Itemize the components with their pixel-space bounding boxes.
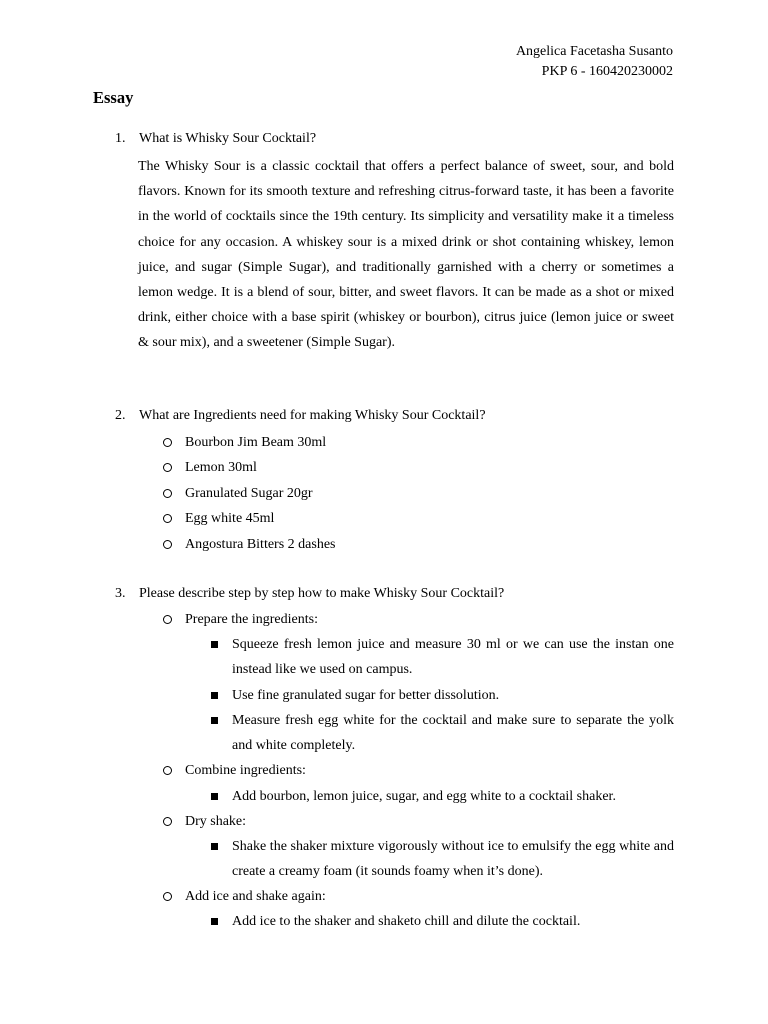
page-title: Essay — [93, 88, 134, 107]
square-bullet-icon — [211, 918, 218, 925]
circle-bullet-icon — [163, 463, 172, 472]
ingredient-item — [162, 506, 674, 531]
step-label: Add ice and shake again: — [185, 889, 326, 904]
step-item — [162, 758, 674, 783]
step-item — [162, 607, 674, 632]
author-name: Angelica Facetasha Susanto — [515, 44, 673, 59]
ingredient-item — [162, 532, 674, 557]
step-label: Combine ingredients: — [185, 763, 306, 778]
question-number: 1. — [115, 131, 126, 146]
circle-bullet-icon — [163, 438, 172, 447]
ingredient-label: Lemon 30ml — [185, 460, 257, 475]
circle-bullet-icon — [163, 489, 172, 498]
square-bullet-icon — [211, 843, 218, 850]
step-item — [162, 809, 674, 834]
author-header — [516, 42, 673, 82]
step-detail-text: Squeeze fresh lemon juice and measure 30 ml or we can use the instan one instead like we used on campus. — [232, 637, 674, 678]
ingredient-label: Egg white 45ml — [185, 511, 275, 526]
circle-bullet-icon — [163, 892, 172, 901]
ingredient-item — [162, 430, 674, 455]
step-detail-text: Use fine granulated sugar for better dissolution. — [232, 688, 500, 703]
ingredient-label: Granulated Sugar 20gr — [185, 486, 313, 501]
step-label: Prepare the ingredients: — [185, 612, 318, 627]
question-number: 2. — [115, 408, 126, 423]
answer-1-paragraph: The Whisky Sour is a classic cocktail that offers a perfect balance of sweet, sour, and bold flavors. Known for its smooth texture and refreshing citrus-forward taste, it has been a favorite in the world of cocktails since the 19th century. Its simplicity and versatility make it a timeless choice for any occasion. A whiskey sour is a mixed drink or shot containing whiskey, lemon juice, and sugar (Simple Sugar), and traditionally garnished with a cherry or sometimes a lemon wedge. It is a blend of sour, bitter, and sweet flavors. It can be made as a shot or mixed drink, either choice with a base spirit (whiskey or bourbon), citrus juice (lemon juice or sweet & sour mix), and a sweetener (Simple Sugar). — [138, 159, 674, 351]
circle-bullet-icon — [163, 615, 172, 624]
circle-bullet-icon — [163, 817, 172, 826]
square-bullet-icon — [211, 641, 218, 648]
question-text: Please describe step by step how to make Whisky Sour Cocktail? — [139, 586, 505, 601]
circle-bullet-icon — [163, 540, 172, 549]
square-bullet-icon — [211, 692, 218, 699]
ingredient-label: Bourbon Jim Beam 30ml — [185, 435, 327, 450]
ingredient-item — [162, 455, 674, 480]
circle-bullet-icon — [163, 766, 172, 775]
question-text: What is Whisky Sour Cocktail? — [139, 131, 317, 146]
step-label: Dry shake: — [185, 814, 247, 829]
square-bullet-icon — [211, 717, 218, 724]
step-detail-text: Add ice to the shaker and shaketo chill and dilute the cocktail. — [232, 914, 581, 929]
step-item — [162, 884, 674, 909]
circle-bullet-icon — [163, 514, 172, 523]
question-text: What are Ingredients need for making Whisky Sour Cocktail? — [139, 408, 486, 423]
ingredient-item — [162, 481, 674, 506]
question-number: 3. — [115, 586, 126, 601]
step-detail-text: Shake the shaker mixture vigorously without ice to emulsify the egg white and create a creamy foam (it sounds foamy when it’s done). — [232, 839, 674, 880]
ingredient-label: Angostura Bitters 2 dashes — [185, 537, 336, 552]
class-id: PKP 6 - 160420230002 — [541, 64, 673, 79]
step-detail-text: Measure fresh egg white for the cocktail and make sure to separate the yolk and white completely. — [232, 713, 674, 754]
square-bullet-icon — [211, 793, 218, 800]
step-detail-text: Add bourbon, lemon juice, sugar, and egg white to a cocktail shaker. — [232, 789, 616, 804]
